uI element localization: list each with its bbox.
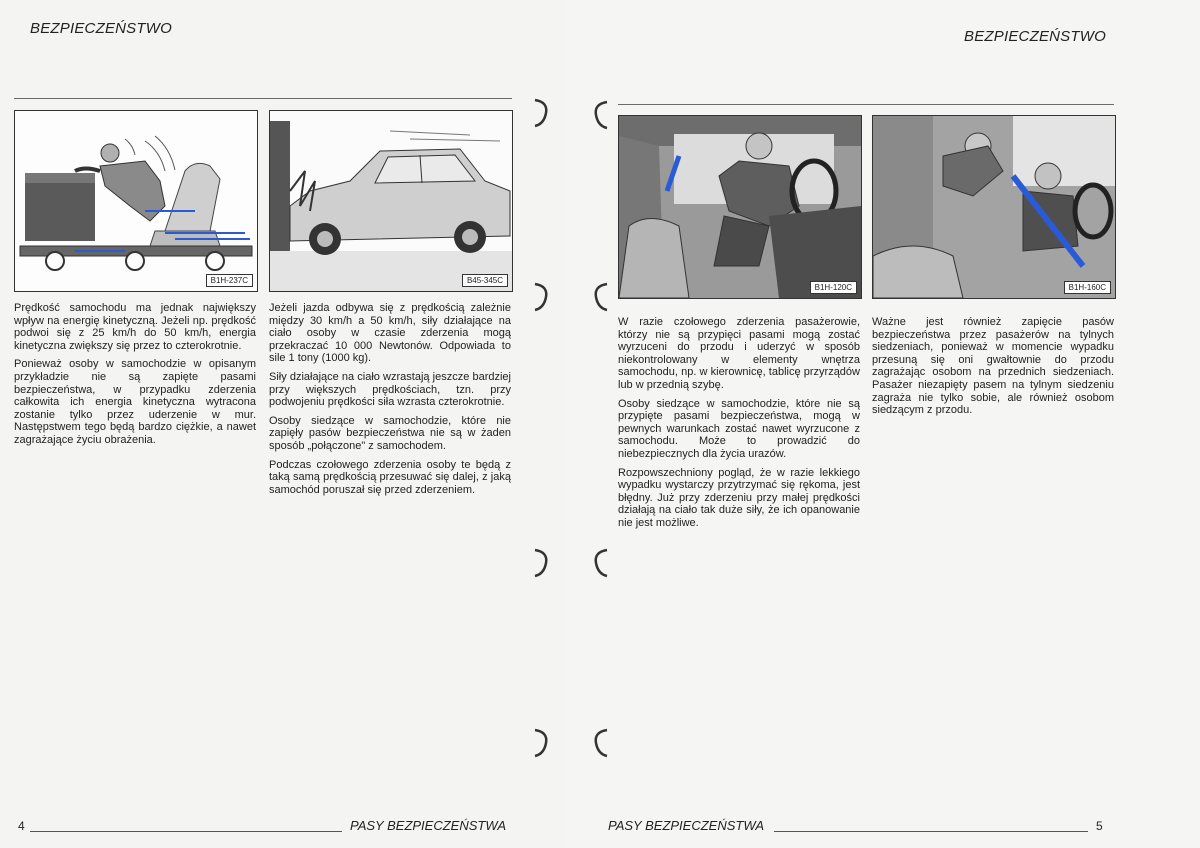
footer-rule [30, 831, 342, 832]
figure-passenger-unbelted [618, 115, 862, 299]
paragraph: Rozpowszechniony pogląd, że w razie lekkiego wypadku wystarczy przytrzymać się rękoma, jest błędny. Już przy zderzeniu przy małej prędkości działają na ciało tak duże siły, że ich opanowanie nie jest możliwe. [618, 466, 860, 529]
text-column-2 [269, 302, 511, 502]
paragraph: Podczas czołowego zderzenia osoby te będą z taką samą prędkością przesuwać się dalej, z jaką samochód poruszał się przed zderzeniem. [269, 458, 511, 496]
paragraph: W razie czołowego zderzenia pasażerowie, którzy nie są przypięci pasami mogą zostać wyrzuceni do przodu i uderzyć w sposób niekontrolowany w elementy wnętrza samochodu, np. w kierownicę, tablicę przyrządów lub w przednią szybę. [618, 316, 860, 391]
paragraph: Osoby siedzące w samochodzie, które nie zapięły pasów bezpieczeństwa nie są w żaden sposób „połączone" z samochodem. [269, 414, 511, 452]
binder-ring [592, 728, 610, 758]
page-number: 5 [1096, 819, 1103, 833]
paragraph: Osoby siedzące w samochodzie, które nie są przypięte pasami bezpieczeństwa, mogą w pewnych warunkach zostać nawet wyrzucone z samochodu. Może to prowadzić do niebezpiecznych dla życia urazów. [618, 397, 860, 460]
binder-ring [592, 282, 610, 312]
text-column-1 [14, 302, 256, 453]
page-number: 4 [18, 819, 25, 833]
paragraph: Ważne jest również zapięcie pasów bezpieczeństwa przez pasażerów na tylnych siedzeniach, ponieważ w momencie wypadku przesuną się oni gwałtownie do przodu zagrażając osobom na przednich siedzeniach. Pasażer niezapięty pasem na tylnym siedzeniu zagraża nie tylko sobie, ale również osobom siedzącym z przodu. [872, 316, 1114, 417]
figure-code: B1H-237C [206, 274, 253, 287]
car-front-crash-illustration [270, 111, 512, 291]
right-page [566, 0, 1200, 848]
rear-passenger-illustration [873, 116, 1115, 298]
crash-test-sled-illustration [15, 111, 257, 291]
binder-ring [532, 548, 550, 578]
passenger-unbelted-illustration [619, 116, 861, 298]
page-header: BEZPIECZEŃSTWO [964, 28, 1106, 45]
binder-ring [532, 98, 550, 128]
binder-ring [532, 728, 550, 758]
footer-title: PASY BEZPIECZEŃSTWA [350, 818, 507, 833]
footer-rule [774, 831, 1088, 832]
footer-title: PASY BEZPIECZEŃSTWA [608, 818, 765, 833]
text-column-1 [618, 316, 860, 536]
figure-code: B1H-160C [1064, 281, 1111, 294]
page-header: BEZPIECZEŃSTWO [30, 20, 172, 37]
header-rule [14, 98, 512, 99]
figure-crash-sled [14, 110, 258, 292]
text-column-2 [872, 316, 1114, 423]
paragraph: Prędkość samochodu ma jednak największy wpływ na energię kinetyczną. Jeżeli np. prędkość podwoi się z 25 km/h do 50 km/h, energia kinetyczna zwiększy się przez to czterokrotnie. [14, 302, 256, 352]
binder-ring [592, 100, 610, 130]
header-rule [618, 104, 1114, 105]
figure-rear-passenger [872, 115, 1116, 299]
left-page [0, 0, 566, 848]
binder-ring [532, 282, 550, 312]
binder-ring [592, 548, 610, 578]
figure-code: B1H-120C [810, 281, 857, 294]
paragraph: Siły działające na ciało wzrastają jeszcze bardziej przy większych prędkościach, tzn. przy podwojeniu prędkości siła wzrasta czterokrotnie. [269, 370, 511, 409]
figure-car-crash [269, 110, 513, 292]
paragraph: Jeżeli jazda odbywa się z prędkością zależnie między 30 km/h a 50 km/h, siły działające na ciało osoby w czasie zderzenia mogą przekraczać 10 000 Newtonów. Odpowiada to sile 1 tony (1000 kg). [269, 302, 511, 365]
figure-code: B45-345C [462, 274, 508, 287]
paragraph: Ponieważ osoby w samochodzie w opisanym przykładzie nie są zapięte pasami bezpieczeństwa, w przypadku zderzenia całkowita ich energia kinetyczna wytracona zostanie tylko przez uderzenie w mur. Następstwem tego będą bardzo ciężkie, a nawet zagrażające życiu obrażenia. [14, 358, 256, 446]
